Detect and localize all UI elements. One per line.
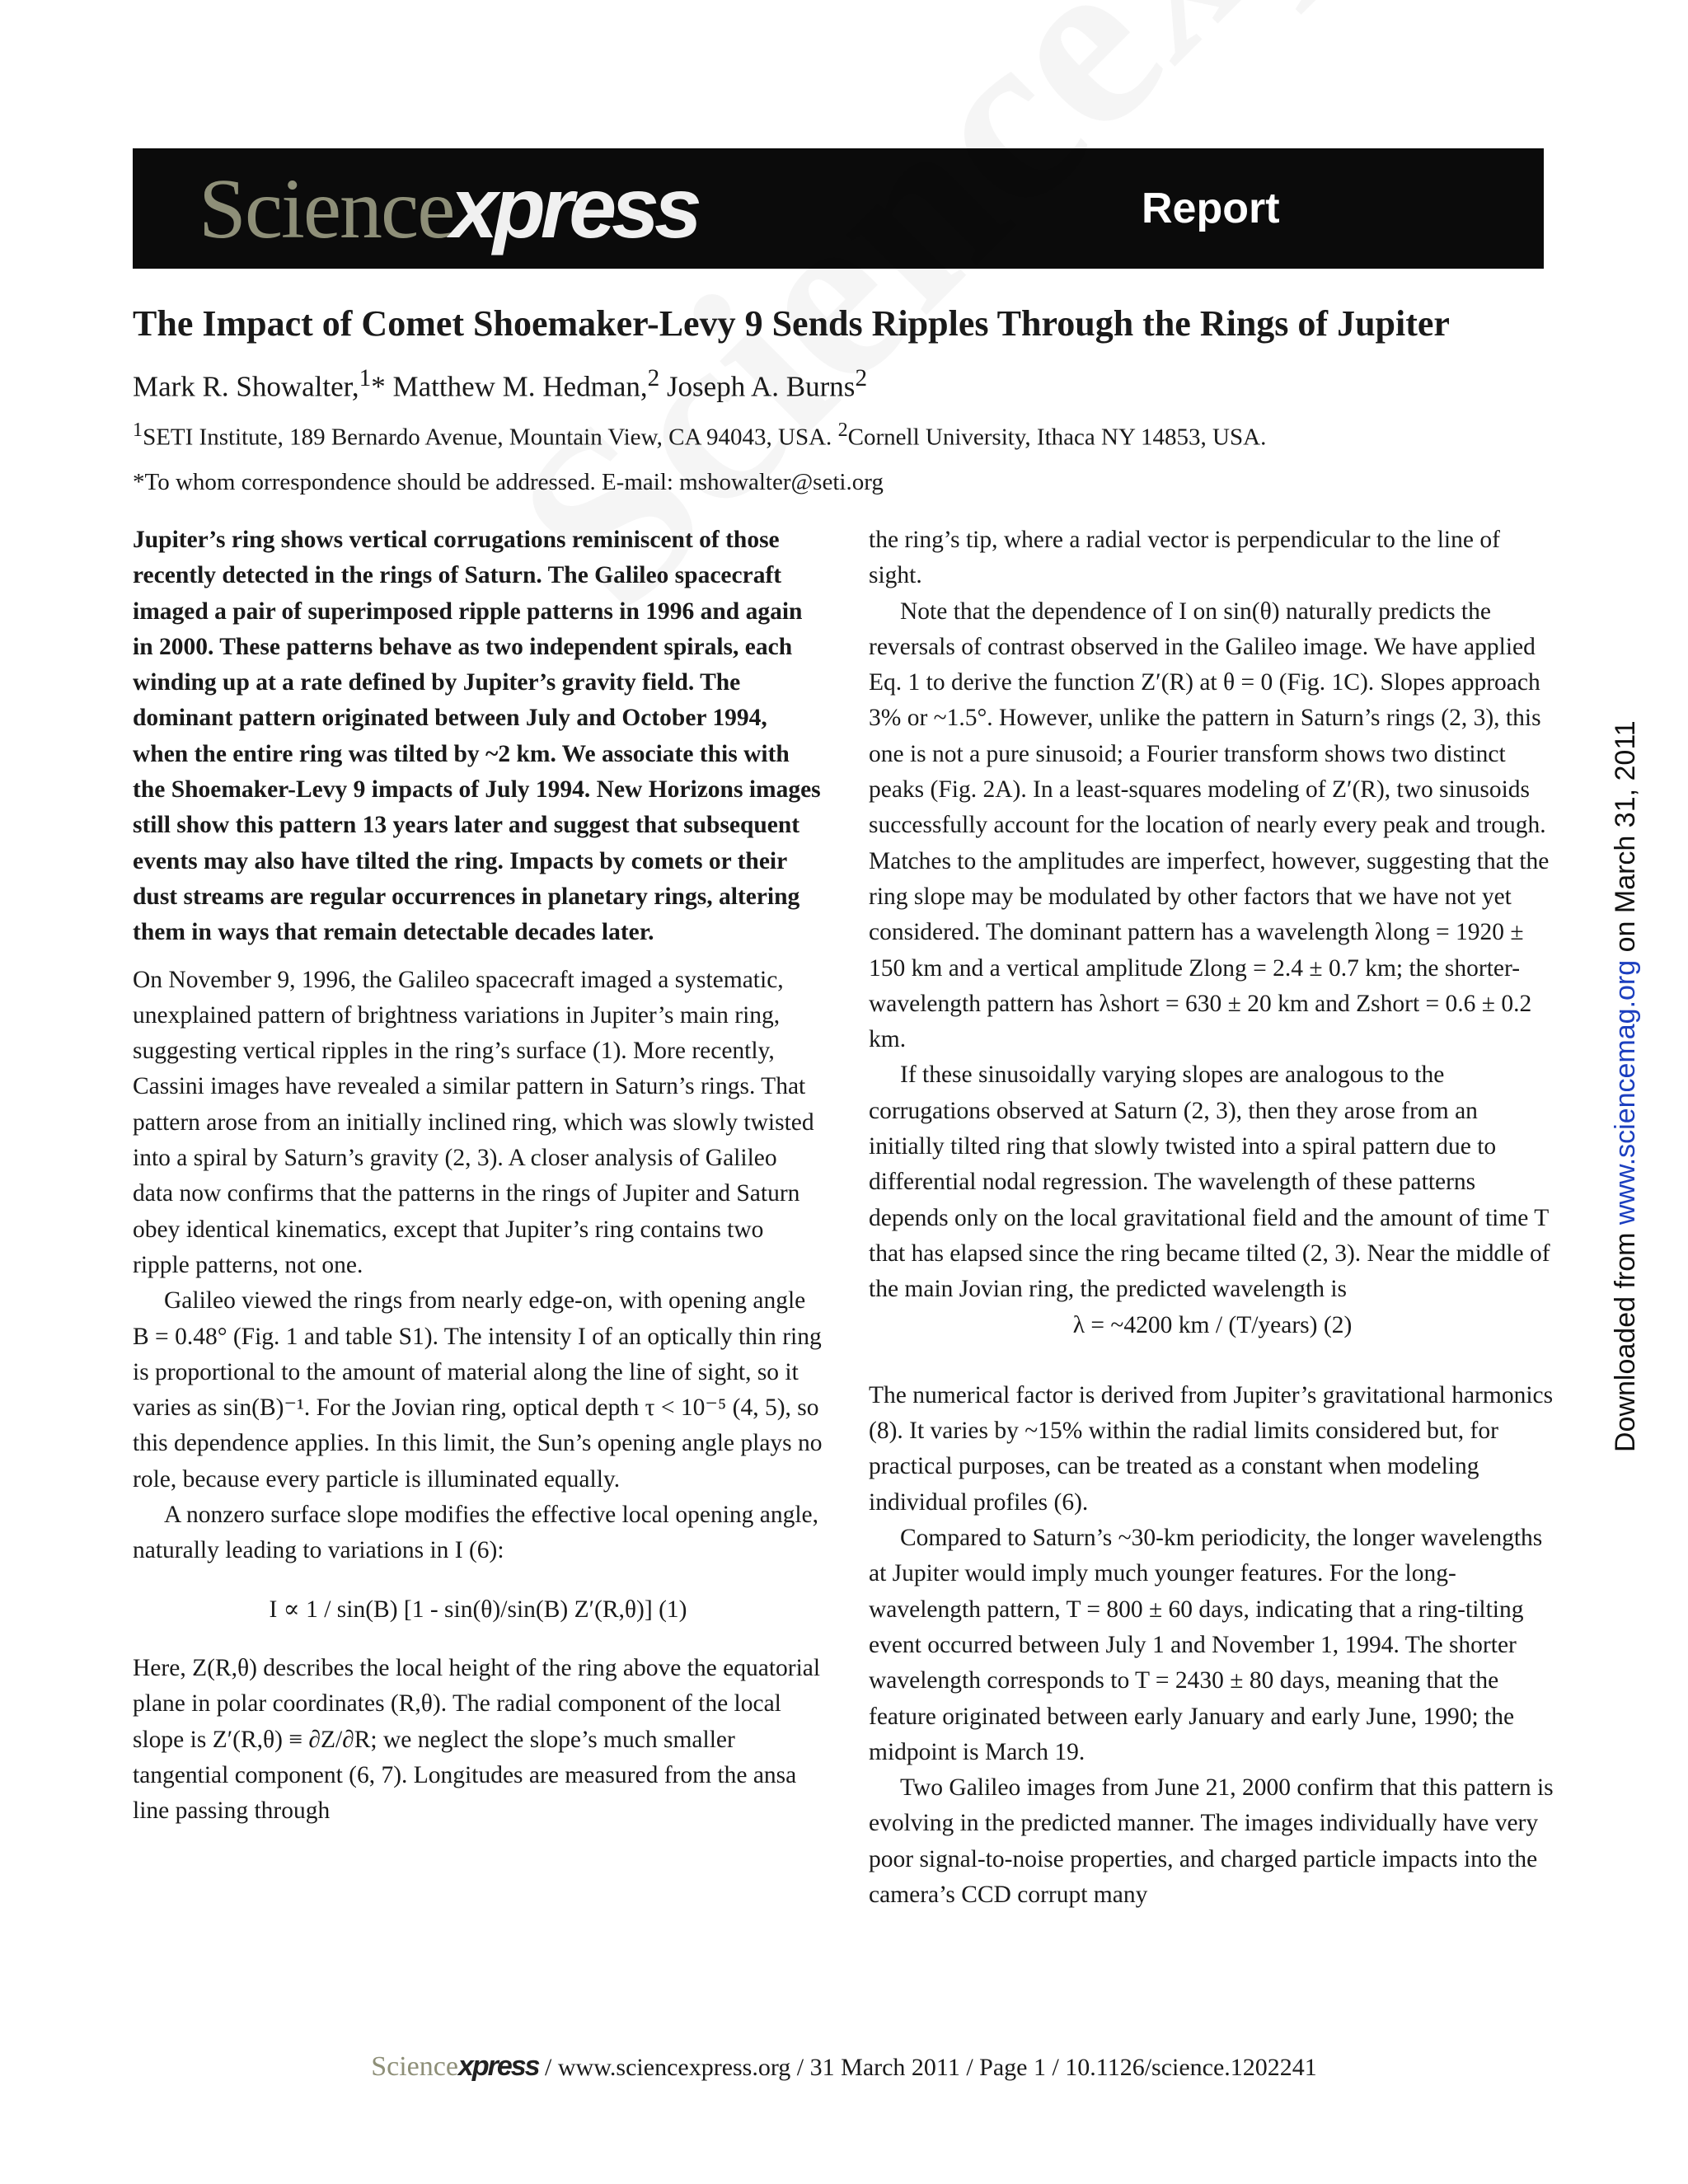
paragraph: Here, Z(R,θ) describes the local height of the ring above the equatorial plane in polar coordinates (R,θ). The radial component of the local slope is Z′(R,θ) ≡ ∂Z/∂R; we neglect the slope’s much smaller tangential component (6, 7). Longitudes are measured from the ansa line passing through: [133, 1654, 821, 1825]
paragraph: On November 9, 1996, the Galileo spacecraft imaged a systematic, unexplained pattern of brightness variations in Jupiter’s main ring, suggesting vertical ripples in the ring’s surface (1). More recently, Cassini images have revealed a similar pattern in Saturn’s rings. That pattern arose from an initially inclined ring, which was slowly twisted into a spiral by Saturn’s gravity (2, 3). A closer analysis of Galileo data now confirms that the patterns in the rings of Jupiter and Saturn obey identical kinematics, except that Jupiter’s ring contains two ripple patterns, not one.: [133, 966, 814, 1278]
article-type-label: Report: [1142, 185, 1280, 232]
paragraph: the ring’s tip, where a radial vector is perpendicular to the line of sight.: [869, 527, 1500, 589]
right-column: [869, 523, 1556, 1913]
paragraph: Compared to Saturn’s ~30-km periodicity, the longer wavelengths at Jupiter would imply much younger features. For the long-wavelength pattern, T = 800 ± 60 days, indicating that a ring-tilting event occurred between July 1 and November 1, 1994. The shorter wavelength corresponds to T = 2430 ± 80 days, meaning that the feature originated between early January and early June, 1990; the midpoint is March 19.: [869, 1525, 1543, 1765]
download-note: Downloaded from www.sciencemag.org on March 31, 2011: [1610, 720, 1641, 1452]
left-column: [133, 523, 823, 1829]
equation-1: I ∝ 1 / sin(B) [1 - sin(θ)/sin(B) Z′(R,θ)] (1): [269, 1596, 687, 1623]
paragraph: The numerical factor is derived from Jupiter’s gravitational harmonics (8). It varies by ~15% within the radial limits considered but, for practical purposes, can be treated as a constant when modeling individual profiles (6).: [869, 1381, 1554, 1516]
abstract: Jupiter’s ring shows vertical corrugations reminiscent of those recently detected in the rings of Saturn. The Galileo spacecraft imaged a pair of superimposed ripple patterns in 1996 and again in 2000. These patterns behave as two independent spirals, each winding up at a rate defined by Jupiter’s gravity field. The dominant pattern originated between July and October 1994, when the entire ring was tilted by ~2 km. We associate this with the Shoemaker-Levy 9 impacts of July 1994. New Horizons images still show this pattern 13 years later and suggest that subsequent events may also have tilted the ring. Impacts by comets or their dust streams are regular occurrences in planetary rings, altering them in ways that remain detectable decades later.: [133, 527, 821, 946]
paragraph: Galileo viewed the rings from nearly edge-on, with opening angle B = 0.48° (Fig. 1 and table S1). The intensity I of an optically thin ring is proportional to the amount of material along the line of sight, so it varies as sin(B)⁻¹. For the Jovian ring, optical depth τ < 10⁻⁵ (4, 5), so this dependence applies. In this limit, the Sun’s opening angle plays no role, because every particle is illuminated equally.: [133, 1287, 823, 1493]
correspondence-note: *To whom correspondence should be addressed. E-mail: mshowalter@seti.org: [133, 469, 884, 495]
page-footer: Sciencexpress / www.sciencexpress.org / 31 March 2011 / Page 1 / 10.1126/science.1202241: [371, 2050, 1317, 2082]
article-title: The Impact of Comet Shoemaker-Levy 9 Sends Ripples Through the Rings of Jupiter: [133, 303, 1450, 344]
equation-2: λ = ~4200 km / (T/years) (2): [1072, 1311, 1353, 1338]
journal-logo: Sciencexpress: [199, 161, 697, 256]
author-list: Mark R. Showalter,$^1$* Matthew M. Hedman,$^2$ Joseph A. Burns$^2$: [133, 365, 868, 403]
paragraph: A nonzero surface slope modifies the effective local opening angle, naturally leading to variations in I (6):: [133, 1502, 819, 1564]
paragraph: If these sinusoidally varying slopes are analogous to the corrugations observed at Saturn (2, 3), then they arose from an initially tilted ring that slowly twisted into a spiral pattern due to differential nodal regression. The wavelength of these patterns depends only on the local gravitational field and the amount of time T that has elapsed since the ring became tilted (2, 3). Near the middle of the main Jovian ring, the predicted wavelength is: [869, 1062, 1550, 1303]
affiliations: $^1$SETI Institute, 189 Bernardo Avenue, Mountain View, CA 94043, USA. $^2$Cornell University, Ithaca NY 14853, USA.: [133, 419, 1267, 451]
sciencemag-link[interactable]: www.sciencemag.org: [1610, 959, 1641, 1226]
paragraph: Two Galileo images from June 21, 2000 confirm that this pattern is evolving in the predicted manner. The images individually have very poor signal-to-noise properties, and charged particle impacts into the camera’s CCD corrupt many: [869, 1774, 1554, 1908]
footer-logo: Sciencexpress: [371, 2050, 539, 2082]
paragraph: Note that the dependence of I on sin(θ) naturally predicts the reversals of contrast observed in the Galileo image. We have applied Eq. 1 to derive the function Z′(R) at θ = 0 (Fig. 1C). Slopes approach 3% or ~1.5°. However, unlike the pattern in Saturn’s rings (2, 3), this one is not a pure sinusoid; a Fourier transform shows two distinct peaks (Fig. 2A). In a least-squares modeling of Z′(R), two sinusoids successfully account for the location of nearly every peak and trough. Matches to the amplitudes are imperfect, however, suggesting that the ring slope may be modulated by other factors that we have not yet considered. The dominant pattern has a wavelength λlong = 1920 ± 150 km and a vertical amplitude Zlong = 2.4 ± 0.7 km; the shorter-wavelength pattern has λshort = 630 ± 20 km and Zshort = 0.6 ± 0.2 km.: [869, 598, 1550, 1053]
